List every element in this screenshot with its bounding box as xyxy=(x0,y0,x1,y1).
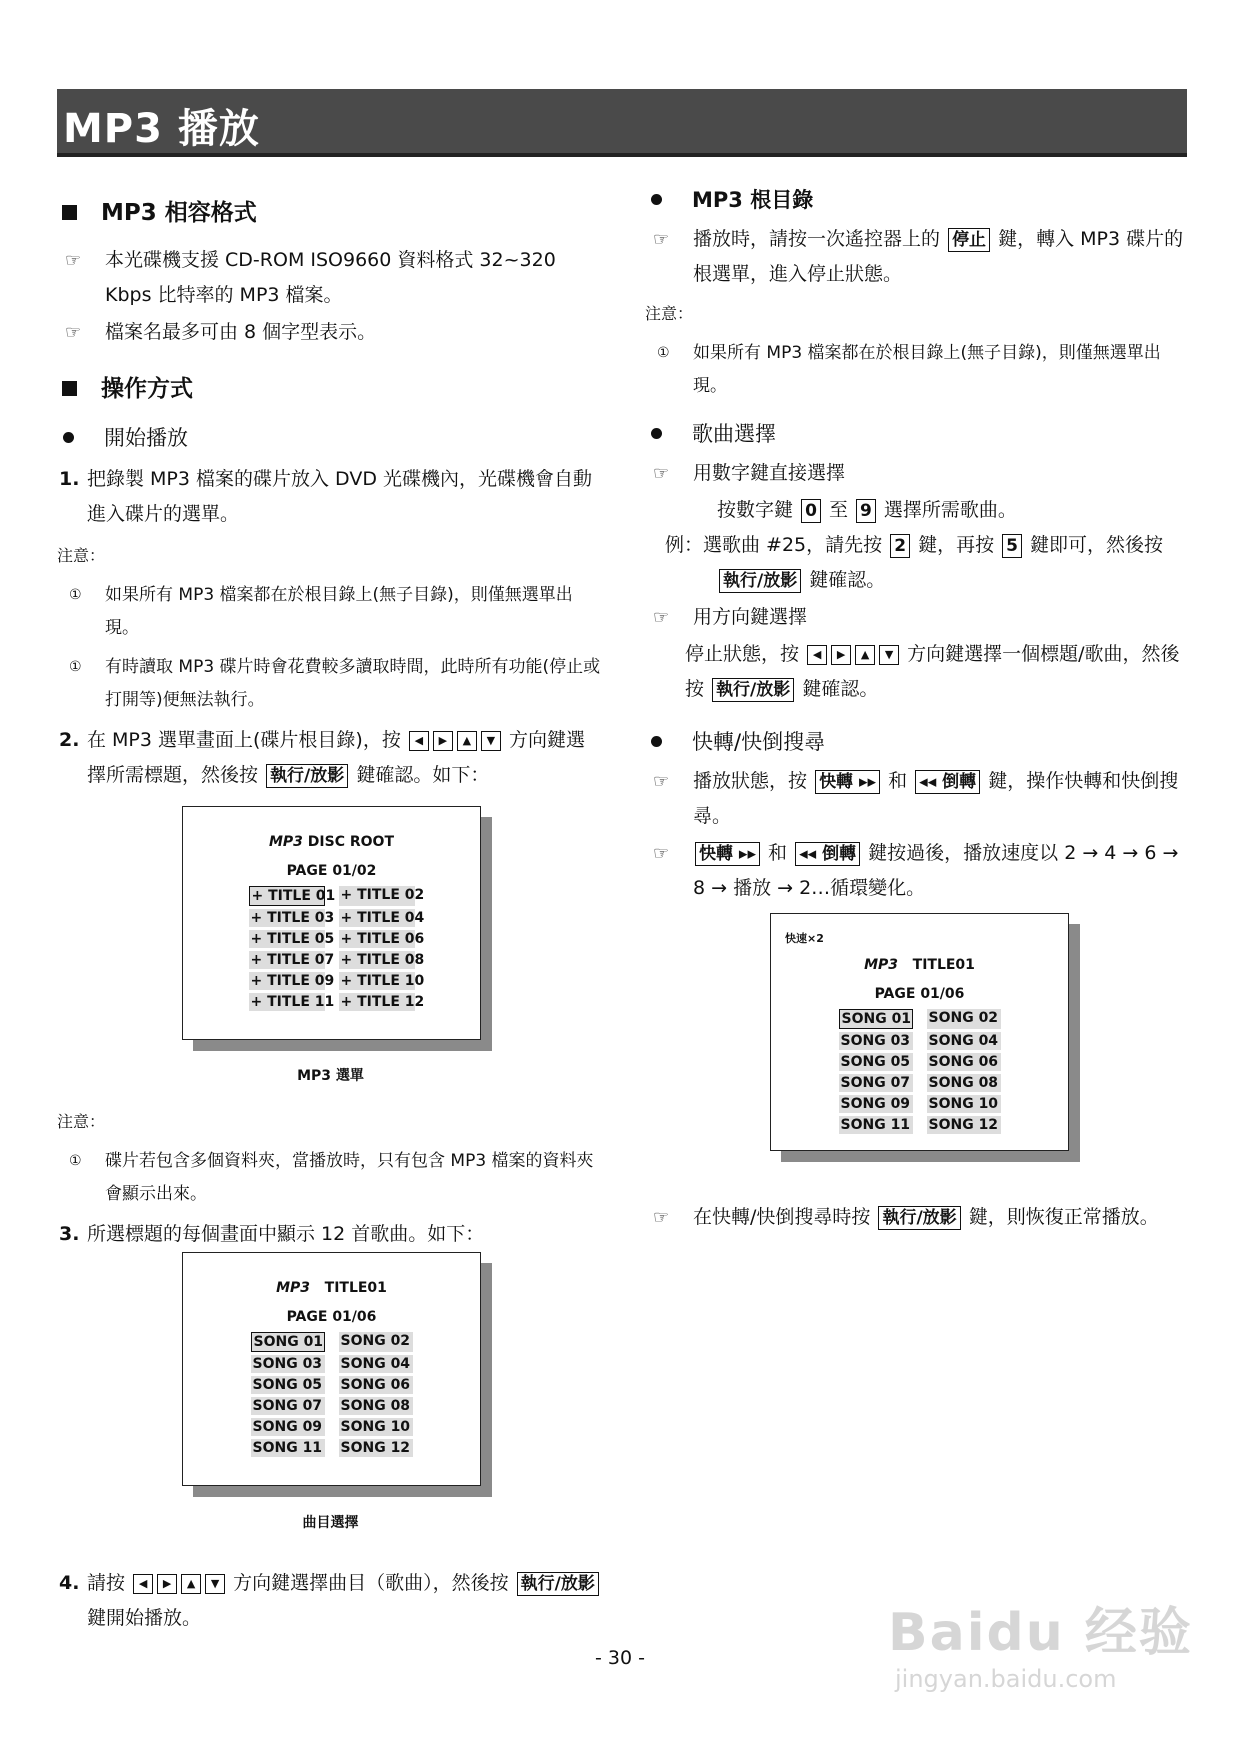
menu-item[interactable]: + TITLE 03 xyxy=(250,910,335,926)
round-bullet-icon xyxy=(651,736,662,747)
play-key: 執行/放影 xyxy=(517,1572,599,1596)
play-key: 執行/放影 xyxy=(266,764,348,788)
menu-item[interactable]: SONG 12 xyxy=(339,1439,413,1457)
watermark-logo: Baidu 经验 xyxy=(888,1603,1193,1663)
circled-one-icon: ① xyxy=(69,659,82,675)
circled-one-icon: ① xyxy=(69,1153,82,1169)
menu-title: MP3 TITLE01 xyxy=(276,1280,387,1296)
menu-item[interactable]: SONG 09 xyxy=(251,1418,325,1436)
bullet-heading: MP3 根目錄 xyxy=(645,183,1190,218)
pointer-item: ☞ 用方向鍵選擇 xyxy=(645,600,1190,635)
down-arrow-key-icon: ▼ xyxy=(879,645,899,665)
square-bullet-icon xyxy=(62,205,77,220)
fast-forward-menu xyxy=(770,913,1069,1151)
square-bullet-icon xyxy=(62,381,77,396)
menu-item[interactable]: + TITLE 12 xyxy=(340,994,425,1010)
menu-item[interactable]: SONG 03 xyxy=(839,1032,913,1050)
pointing-hand-icon: ☞ xyxy=(65,322,82,343)
right-column xyxy=(645,183,1190,908)
menu-item[interactable]: SONG 08 xyxy=(927,1074,1001,1092)
menu-item[interactable]: SONG 01 xyxy=(251,1332,325,1352)
circled-one-icon: ① xyxy=(657,345,670,361)
menu-grid xyxy=(251,1332,413,1457)
menu-item[interactable]: SONG 05 xyxy=(251,1376,325,1394)
bullet-heading: 開始播放 xyxy=(57,421,602,456)
digit-key-9: 9 xyxy=(856,499,876,523)
down-arrow-key-icon: ▼ xyxy=(481,731,501,751)
menu-item[interactable]: SONG 12 xyxy=(927,1116,1001,1134)
pointer-item: ☞ 播放時，請按一次遙控器上的 停止 鍵，轉入 MP3 碟片的根選單，進入停止狀態。 xyxy=(645,222,1190,292)
pointing-hand-icon: ☞ xyxy=(653,843,670,864)
pointer-item: ☞ 檔案名最多可由 8 個字型表示。 xyxy=(57,315,602,350)
menu-title: MP3 DISC ROOT xyxy=(268,834,394,850)
step-1: 1. 把錄製 MP3 檔案的碟片放入 DVD 光碟機內，光碟機會自動進入碟片的選單。 xyxy=(59,468,593,525)
bullet-heading: 歌曲選擇 xyxy=(645,417,1190,452)
pointing-hand-icon: ☞ xyxy=(653,607,670,628)
menu-item[interactable]: SONG 06 xyxy=(927,1053,1001,1071)
down-arrow-key-icon: ▼ xyxy=(205,1574,225,1594)
menu-item[interactable]: SONG 02 xyxy=(339,1332,413,1352)
speed-indicator: 快速×2 xyxy=(785,932,824,945)
figure-caption: MP3 選單 xyxy=(297,1068,364,1084)
fast-forward-key: 快轉 ▸▸ xyxy=(695,842,760,866)
menu-item[interactable]: SONG 11 xyxy=(839,1116,913,1134)
pointing-hand-icon: ☞ xyxy=(65,250,82,271)
menu-page: PAGE 01/06 xyxy=(286,1309,377,1325)
menu-item[interactable]: SONG 08 xyxy=(339,1397,413,1415)
menu-item[interactable]: SONG 06 xyxy=(339,1376,413,1394)
pointer-item: ☞ 本光碟機支援 CD-ROM ISO9660 資料格式 32~320 Kbps 比特率的 MP3 檔案。 xyxy=(57,243,602,313)
pointing-hand-icon: ☞ xyxy=(653,771,670,792)
menu-item[interactable]: + TITLE 11 xyxy=(250,994,335,1010)
watermark-url: jingyan.baidu.com xyxy=(895,1665,1117,1693)
pointer-item: ☞ 在快轉/快倒搜尋時按 執行/放影 鍵，則恢復正常播放。 xyxy=(645,1200,1190,1235)
page-header xyxy=(57,89,1187,157)
step-3: 3. 所選標題的每個畫面中顯示 12 首歌曲。如下： xyxy=(59,1223,485,1245)
play-key: 執行/放影 xyxy=(712,678,794,702)
menu-item[interactable]: SONG 10 xyxy=(339,1418,413,1436)
menu-item[interactable]: + TITLE 10 xyxy=(340,973,425,989)
page-number: - 30 - xyxy=(595,1647,645,1669)
right-arrow-key-icon: ▶ xyxy=(831,645,851,665)
section-heading: MP3 相容格式 xyxy=(57,196,602,231)
menu-page: PAGE 01/06 xyxy=(874,986,965,1002)
step-2: 2. 在 MP3 選單畫面上(碟片根目錄)，按 ◀ ▶ ▲ ▼ 方向鍵選擇所需標題，然後按 執行/放影 鍵確認。如下： xyxy=(59,729,585,786)
pointing-hand-icon: ☞ xyxy=(653,229,670,250)
note-item: ① 如果所有 MP3 檔案都在於根目錄上(無子目錄)，則僅無選單出現。 xyxy=(57,579,602,645)
left-column xyxy=(57,190,602,799)
right-arrow-key-icon: ▶ xyxy=(157,1574,177,1594)
menu-item[interactable]: SONG 09 xyxy=(839,1095,913,1113)
menu-item[interactable]: SONG 01 xyxy=(839,1009,913,1029)
menu-item[interactable]: + TITLE 02 xyxy=(339,886,415,906)
right-column-bottom xyxy=(645,1198,1190,1237)
menu-item[interactable]: + TITLE 08 xyxy=(340,952,425,968)
menu-item[interactable]: SONG 04 xyxy=(339,1355,413,1373)
example-line: 例：選歌曲 #25，請先按 2 鍵，再按 5 鍵即可，然後按 xyxy=(665,534,1164,556)
up-arrow-key-icon: ▲ xyxy=(457,731,477,751)
menu-item[interactable]: SONG 10 xyxy=(927,1095,1001,1113)
digit-key-2: 2 xyxy=(890,534,910,558)
round-bullet-icon xyxy=(651,194,662,205)
menu-title: MP3 TITLE01 xyxy=(864,957,975,973)
note-item: ① 碟片若包含多個資料夾，當播放時，只有包含 MP3 檔案的資料夾會顯示出來。 xyxy=(57,1145,602,1211)
left-arrow-key-icon: ◀ xyxy=(807,645,827,665)
note-label: 注意： xyxy=(645,304,694,323)
menu-item[interactable]: SONG 04 xyxy=(927,1032,1001,1050)
menu-item[interactable]: SONG 11 xyxy=(251,1439,325,1457)
menu-item[interactable]: + TITLE 09 xyxy=(250,973,335,989)
pointer-item: ☞ 快轉 ▸▸ 和 ◂◂ 倒轉 鍵按過後，播放速度以 2 → 4 → 6 → 8 → 播放 → 2…循環變化。 xyxy=(645,836,1190,906)
pointer-item: ☞ 播放狀態，按 快轉 ▸▸ 和 ◂◂ 倒轉 鍵，操作快轉和快倒搜尋。 xyxy=(645,764,1190,834)
stop-key: 停止 xyxy=(948,228,990,252)
digit-key-5: 5 xyxy=(1002,534,1022,558)
song-select-menu xyxy=(182,1252,481,1486)
pointer-item: ☞ 用數字鍵直接選擇 xyxy=(645,456,1190,491)
menu-item[interactable]: + TITLE 04 xyxy=(340,910,425,926)
menu-grid xyxy=(249,886,425,1011)
instruction-line: 按數字鍵 0 至 9 選擇所需歌曲。 xyxy=(717,499,1017,521)
rewind-key: ◂◂ 倒轉 xyxy=(795,842,860,866)
page-title: MP3 播放 xyxy=(63,106,260,152)
menu-page: PAGE 01/02 xyxy=(286,863,377,879)
right-arrow-key-icon: ▶ xyxy=(433,731,453,751)
disc-root-menu xyxy=(182,806,481,1040)
pointing-hand-icon: ☞ xyxy=(653,1207,670,1228)
menu-item[interactable]: + TITLE 07 xyxy=(250,952,335,968)
round-bullet-icon xyxy=(651,428,662,439)
menu-grid xyxy=(839,1009,1001,1134)
example-line-2: 執行/放影 鍵確認。 xyxy=(645,563,1190,598)
rewind-key: ◂◂ 倒轉 xyxy=(915,770,980,794)
note-item: ① 有時讀取 MP3 碟片時會花費較多讀取時間，此時所有功能(停止或打開等)便無法執行。 xyxy=(57,651,602,717)
left-column-middle xyxy=(57,1100,602,1258)
digit-key-0: 0 xyxy=(801,499,821,523)
bullet-heading: 快轉/快倒搜尋 xyxy=(645,725,1190,760)
menu-item[interactable]: SONG 03 xyxy=(251,1355,325,1373)
left-arrow-key-icon: ◀ xyxy=(133,1574,153,1594)
note-item: ① 如果所有 MP3 檔案都在於根目錄上(無子目錄)，則僅無選單出現。 xyxy=(645,337,1190,403)
menu-item[interactable]: SONG 07 xyxy=(839,1074,913,1092)
step-4: 4. 請按 ◀ ▶ ▲ ▼ 方向鍵選擇曲目（歌曲），然後按 執行/放影 鍵開始播放。 xyxy=(57,1566,602,1636)
note-label: 注意： xyxy=(57,1112,106,1131)
menu-item[interactable]: + TITLE 06 xyxy=(340,931,425,947)
menu-item[interactable]: SONG 05 xyxy=(839,1053,913,1071)
circled-one-icon: ① xyxy=(69,587,82,603)
pointing-hand-icon: ☞ xyxy=(653,463,670,484)
instruction-line: 停止狀態，按 ◀ ▶ ▲ ▼ 方向鍵選擇一個標題/歌曲，然後按 執行/放影 鍵確認。 xyxy=(685,643,1180,700)
round-bullet-icon xyxy=(63,432,74,443)
note-label: 注意： xyxy=(57,546,106,565)
menu-item[interactable]: SONG 02 xyxy=(927,1009,1001,1029)
left-arrow-key-icon: ◀ xyxy=(409,731,429,751)
menu-item[interactable]: + TITLE 01 xyxy=(249,886,325,906)
menu-item[interactable]: SONG 07 xyxy=(251,1397,325,1415)
play-key: 執行/放影 xyxy=(878,1206,960,1230)
up-arrow-key-icon: ▲ xyxy=(855,645,875,665)
play-key: 執行/放影 xyxy=(719,569,801,593)
left-column-bottom xyxy=(57,1560,602,1642)
menu-item[interactable]: + TITLE 05 xyxy=(250,931,335,947)
section-heading: 操作方式 xyxy=(57,372,602,407)
figure-caption: 曲目選擇 xyxy=(302,1515,359,1531)
fast-forward-key: 快轉 ▸▸ xyxy=(815,770,880,794)
up-arrow-key-icon: ▲ xyxy=(181,1574,201,1594)
